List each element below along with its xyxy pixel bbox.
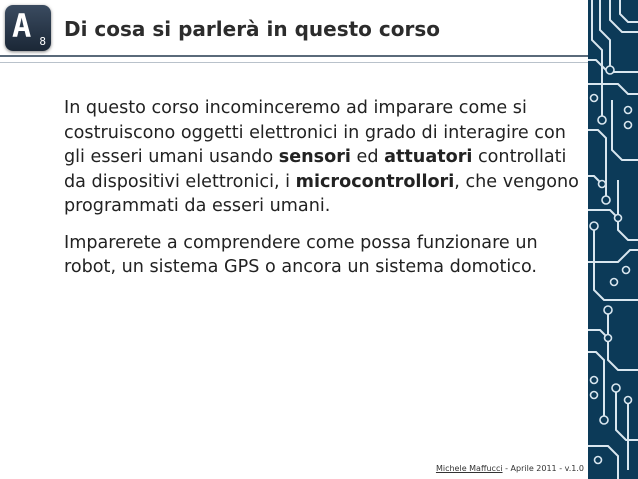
term-sensori: sensori — [278, 147, 351, 167]
title-divider-thin — [0, 62, 588, 63]
paragraph-intro-text-4: , che vengono programmati da esseri umani. — [64, 171, 579, 216]
logo-subscript: 8 — [39, 35, 46, 48]
course-logo — [5, 5, 51, 51]
term-microcontrollori: microcontrollori — [295, 171, 455, 192]
paragraph-intro — [64, 96, 584, 219]
footer — [436, 464, 584, 473]
circuit-board-decoration — [588, 0, 638, 479]
footer-date-version: - Aprile 2011 - v.1.0 — [502, 464, 584, 473]
circuit-board-image — [588, 0, 638, 479]
author-link[interactable]: Michele Maffucci — [435, 464, 503, 473]
term-attuatori: attuatori — [384, 147, 473, 167]
paragraph-intro-text-1: In questo corso incominceremo ad imparare come si costruiscono oggetti elettronici in grado di interagire con gli esseri umani usando — [64, 98, 566, 167]
paragraph-intro-text-2: ed — [350, 147, 385, 167]
paragraph-examples: Imparerete a comprendere come possa funzionare un robot, un sistema GPS o ancora un sistema domotico. — [64, 232, 538, 277]
slide-title: Di cosa si parlerà in questo corso — [64, 17, 440, 41]
slide-body — [64, 96, 584, 292]
paragraph-intro-text-3: controllati da dispositivi elettronici, i — [64, 147, 567, 192]
title-divider — [0, 55, 588, 57]
logo-letter: A — [12, 7, 32, 45]
